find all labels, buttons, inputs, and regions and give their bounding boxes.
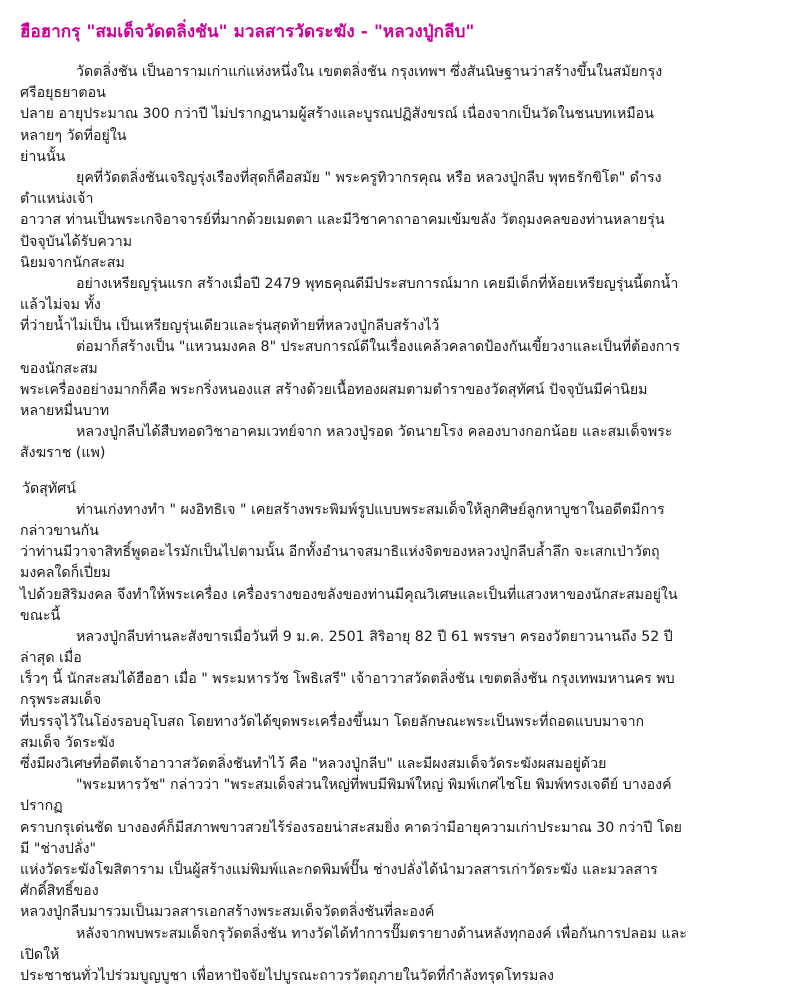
body-line: หลวงปู่กลีบท่านละสังขารเมื่อวันที่ 9 ม.ค. 2501 สิริอายุ 82 ปี 61 พรรษา ครองวัดยาวนานถึง 52 ปี [76, 628, 673, 645]
body-line: นิยมจากนักสะสม [20, 254, 125, 271]
body-line: หลายหมื่นบาท [20, 403, 110, 419]
body-line: เปิดให้ [20, 946, 60, 963]
body-line: ประชาชนทั่วไปร่วมบูญบูชา เพื่อหาปัจจัยไปบูรณะถาวรวัตถุภายในวัดที่กำลังทรุดโทรมลง [20, 967, 554, 984]
body-line: เร็วๆ นี้ นักสะสมได้ฮือฮา เมื่อ " พระมหารวัช โพธิเสรี" เจ้าอาวาสวัดตลิ่งชัน เขตตลิ่งชัน กรุงเทพมหานคร พบ [20, 671, 675, 688]
body-line: ศักดิ์สิทธิ์ของ [20, 883, 99, 900]
body-line: วัดสุทัศน์ [22, 480, 76, 497]
body-line: ศรีอยุธยาตอน [20, 85, 106, 102]
body-line: วัดตลิ่งชัน เป็นอารามเก่าแก่แห่งหนึ่งใน เขตตลิ่งชัน กรุงเทพฯ ซึ่งสันนิษฐานว่าสร้างขึ้นในสมัยกรุง [76, 64, 663, 80]
body-line: ที่บรรจุไว้ในโอ่งรอบอุโบสถ โดยทางวัดได้ขุดพระเครื่องขึ้นมา โดยลักษณะพระเป็นพระที่ถอดแบบมาจาก [20, 713, 645, 730]
body-line: ตำแหน่งเจ้า [20, 191, 94, 208]
body-line: สมเด็จ วัดระฆัง [20, 734, 115, 751]
body-line: แล้วไม่จม ทั้ง [20, 297, 101, 314]
body-line: คราบกรุเด่นชัด บางองค์ก็มีสภาพขาวสวยไร้ร่องรอยน่าสะสมยิ่ง คาดว่ามีอายุความเก่าประมาณ 30 กว่าปี โดย [20, 819, 682, 836]
body-line: ว่าท่านมีวาจาสิทธิ์พูดอะไรมักเป็นไปตามนั้น อีกทั้งอำนาจสมาธิแห่งจิตของหลวงปู่กลีบล้ำลึก จะเสกเป่าวัตถุ [20, 544, 660, 561]
body-line: ขณะนี้ [20, 607, 61, 624]
body-line: "พระมหารวัช" กล่าวว่า "พระสมเด็จส่วนใหญ่ที่พบมีพิมพ์ใหญ่ พิมพ์เกศไชโย พิมพ์ทรงเจดีย์ บางองค์ [76, 777, 672, 794]
body-line: สังฆราช (แพ) [20, 445, 106, 462]
article-title: ฮือฮากรุ "สมเด็จวัดตลิ่งชัน" มวลสารวัดระฆัง - "หลวงปู่กลีบ" [20, 22, 475, 42]
article-body [20, 62, 784, 987]
body-line: อย่างเหรียญรุ่นแรก สร้างเมื่อปี 2479 พุทธคุณดีมีประสบการณ์มาก เคยมีเด็กที่ห้อยเหรียญรุ่นนี้ตกน้ำ [76, 275, 679, 292]
body-line: มี "ช่างปลั่ง" [20, 840, 97, 857]
body-line: แห่งวัดระฆังโฆสิตาราม เป็นผู้สร้างแม่พิมพ์และกดพิมพ์ปั๊น ช่างปลั่งได้นำมวลสารเก่าวัดระฆัง และมวลสาร [20, 861, 658, 878]
body-line: กล่าวขานกัน [20, 522, 99, 539]
body-line: ย่านนั้น [20, 148, 66, 165]
body-line: อาวาส ท่านเป็นพระเกจิอาจารย์ที่มากด้วยเมตตา และมีวิชาคาถาอาคมเข้มขลัง วัตถุมงคลของท่านหลายรุ่น [20, 212, 665, 229]
body-line: ยุคที่วัดตลิ่งชันเจริญรุ่งเรืองที่สุดก็คือสมัย " พระครูทิวากรคุณ หรือ หลวงปู่กลีบ พุทธรักขิโต" ดำรง [76, 169, 662, 186]
body-line: ต่อมาก็สร้างเป็น "แหวนมงคล 8" ประสบการณ์ดีในเรื่องแคล้วคลาดป้องกันเขี้ยวงาและเป็นที่ต้องการ [76, 339, 680, 356]
body-line: มงคลใดก็เปี่ยม [20, 565, 111, 582]
body-line: ที่ว่ายน้ำไม่เป็น เป็นเหรียญรุ่นเดียวและรุ่นสุดท้ายที่หลวงปู่กลีบสร้างไว้ [20, 318, 440, 335]
body-line: กรุพระสมเด็จ [20, 692, 102, 709]
body-line: หลายๆ วัดที่อยู่ใน [20, 127, 127, 144]
body-line: หลังจากพบพระสมเด็จกรุวัดตลิ่งชัน ทางวัดได้ทำการปั๊มตรายางด้านหลังทุกองค์ เพื่อกันการปลอม และ [76, 925, 687, 942]
paragraph-gap [20, 465, 784, 479]
body-line: ล่าสุด เมื่อ [20, 650, 82, 667]
body-line: ปลาย อายุประมาณ 300 กว่าปี ไม่ปรากฏนามผู้สร้างและบูรณปฏิสังขรณ์ เนื่องจากเป็นวัดในชนบทเหมือน [20, 106, 654, 123]
body-line: ปรากฏ [20, 798, 63, 815]
body-line: พระเครื่องอย่างมากก็คือ พระกริ่งหนองแส สร้างด้วยเนื้อทองผสมตามตำราของวัดสุทัศน์ ปัจจุบันมีค่านิยม [20, 381, 648, 398]
body-line: ของนักสะสม [20, 360, 98, 377]
body-line: หลวงปู่กลีบได้สืบทอดวิชาอาคมเวทย์จาก หลวงปู่รอด วัดนายโรง คลองบางกอกน้อย และสมเด็จพระ [76, 424, 673, 441]
body-line: หลวงปู่กลีบมารวมเป็นมวลสารเอกสร้างพระสมเด็จวัดตลิ่งชันที่ละองค์ [20, 904, 435, 921]
body-line: ท่านเก่งทางทำ " ผงอิทธิเจ " เคยสร้างพระพิมพ์รูปแบบพระสมเด็จให้ลูกศิษย์ลูกหาบูชาในอดีตมีการ [76, 501, 665, 518]
body-line: ไปด้วยสิริมงคล จึงทำให้พระเครื่อง เครื่องรางของขลังของท่านมีคุณวิเศษและเป็นที่แสวงหาของนักสะสมอยู่ใน [20, 586, 678, 603]
body-line: ซึ่งมีผงวิเศษที่อดีตเจ้าอาวาสวัดตลิ่งชันทำไว้ คือ "หลวงปู่กลีบ" และมีผงสมเด็จวัดระฆังผสมอยู่ด้วย [20, 756, 607, 772]
body-line: ปัจจุบันได้รับความ [20, 233, 133, 250]
